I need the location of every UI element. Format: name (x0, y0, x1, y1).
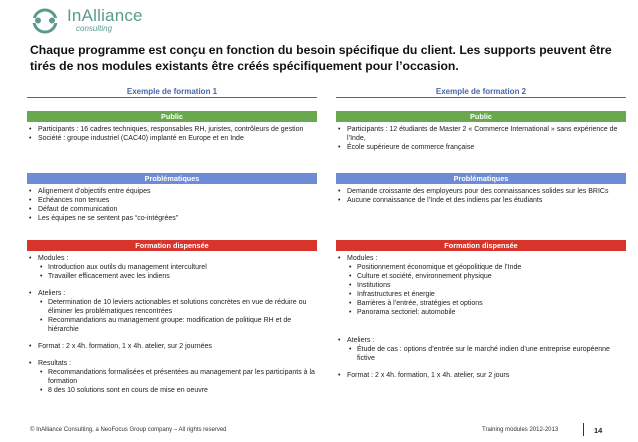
sub-item: • Culture et société, environnement physique (347, 272, 626, 281)
list-item: • Echéances non tenues (27, 196, 317, 205)
sub-item: • Institutions (347, 281, 626, 290)
formation-section (336, 240, 626, 380)
formation-band: Formation dispensée (27, 240, 317, 251)
example-column-1 (27, 85, 317, 394)
logo-mark-icon (28, 6, 64, 36)
public-section (27, 111, 317, 143)
list-item (27, 359, 317, 395)
list-item: • Participants : 16 cadres techniques, responsables RH, juristes, contrôleurs de gestion (27, 125, 317, 134)
list-item: • Aucune connaissance de l’Inde et des indiens par les étudiants (336, 196, 626, 205)
ateliers-label: Ateliers : (38, 290, 66, 297)
public-section (336, 111, 626, 152)
sub-item: • Introduction aux outils du management interculturel (38, 263, 317, 272)
sub-item: • Panorama sectoriel: automobile (347, 308, 626, 317)
sub-item: • Étude de cas : options d’entrée sur le marché indien d’une entreprise européenne fictive (347, 345, 626, 363)
list-item: • Demande croissante des employeurs pour des connaissances solides sur les BRICs (336, 187, 626, 196)
example-column-2 (336, 85, 626, 379)
sub-item: • Recommandations formalisées et présentées au management par les participants à la formation (38, 368, 317, 386)
list-item (27, 289, 317, 334)
sub-item: • Positionnement économique et géopolitique de l’Inde (347, 263, 626, 272)
public-band: Public (336, 111, 626, 122)
public-band: Public (27, 111, 317, 122)
resultats-label: Resultats : (38, 360, 72, 367)
list-item: • Format : 2 x 4h. formation, 1 x 4h. atelier, sur 2 journées (27, 342, 317, 351)
problematiques-band: Problématiques (336, 173, 626, 184)
modules-label: Modules : (347, 255, 378, 262)
sub-item: • Infrastructures et énergie (347, 290, 626, 299)
list-item: • Participants : 12 étudiants de Master 2 « Commerce International » sans expérience de l’Inde, (336, 125, 626, 143)
company-logo (28, 6, 158, 36)
list-item: • Format : 2 x 4h. formation, 1 x 4h. atelier, sur 2 jours (336, 371, 626, 380)
formation-band: Formation dispensée (336, 240, 626, 251)
example-title: Exemple de formation 1 (27, 85, 317, 98)
list-item: • Alignement d’objectifs entre équipes (27, 187, 317, 196)
footer-copyright: © InAlliance Consulting, a NeoFocus Group company – All rights reserved (30, 427, 227, 433)
example-title: Exemple de formation 2 (336, 85, 626, 98)
logo-name: InAlliance (67, 6, 143, 25)
problematiques-section (336, 173, 626, 205)
sub-item: • Determination de 10 leviers actionables et solutions concrètes en vue de réduire ou éliminer les problématiques rencontrées (38, 298, 317, 316)
footer-divider (583, 423, 584, 436)
sub-item: • Barrières à l’entrée, stratégies et options (347, 299, 626, 308)
list-item: • Société : groupe industriel (CAC40) implanté en Europe et en Inde (27, 134, 317, 143)
formation-section (27, 240, 317, 395)
list-item (336, 336, 626, 363)
sub-item: • 8 des 10 solutions sont en cours de mise en oeuvre (38, 386, 317, 395)
list-item (27, 254, 317, 281)
list-item: • École supérieure de commerce française (336, 143, 626, 152)
ateliers-label: Ateliers : (347, 337, 375, 344)
list-item: • Les équipes ne se sentent pas “co-intégrées” (27, 214, 317, 223)
page-number: 14 (594, 426, 603, 435)
list-item: • Défaut de communication (27, 205, 317, 214)
slide-headline: Chaque programme est conçu en fonction du besoin spécifique du client. Les supports peuvent être tirés de nos modules existants être créés spécifiquement pour l’occasion. (30, 43, 612, 73)
sub-item: • Travailler efficacement avec les indiens (38, 272, 317, 281)
modules-label: Modules : (38, 255, 69, 262)
footer-document-name: Training modules 2012-2013 (482, 427, 559, 433)
problematiques-band: Problématiques (27, 173, 317, 184)
list-item (336, 254, 626, 317)
problematiques-section (27, 173, 317, 223)
sub-item: • Recommandations au management groupe: modification de politique RH et de hiérarchie (38, 316, 317, 334)
logo-subtitle: consulting (76, 24, 113, 33)
